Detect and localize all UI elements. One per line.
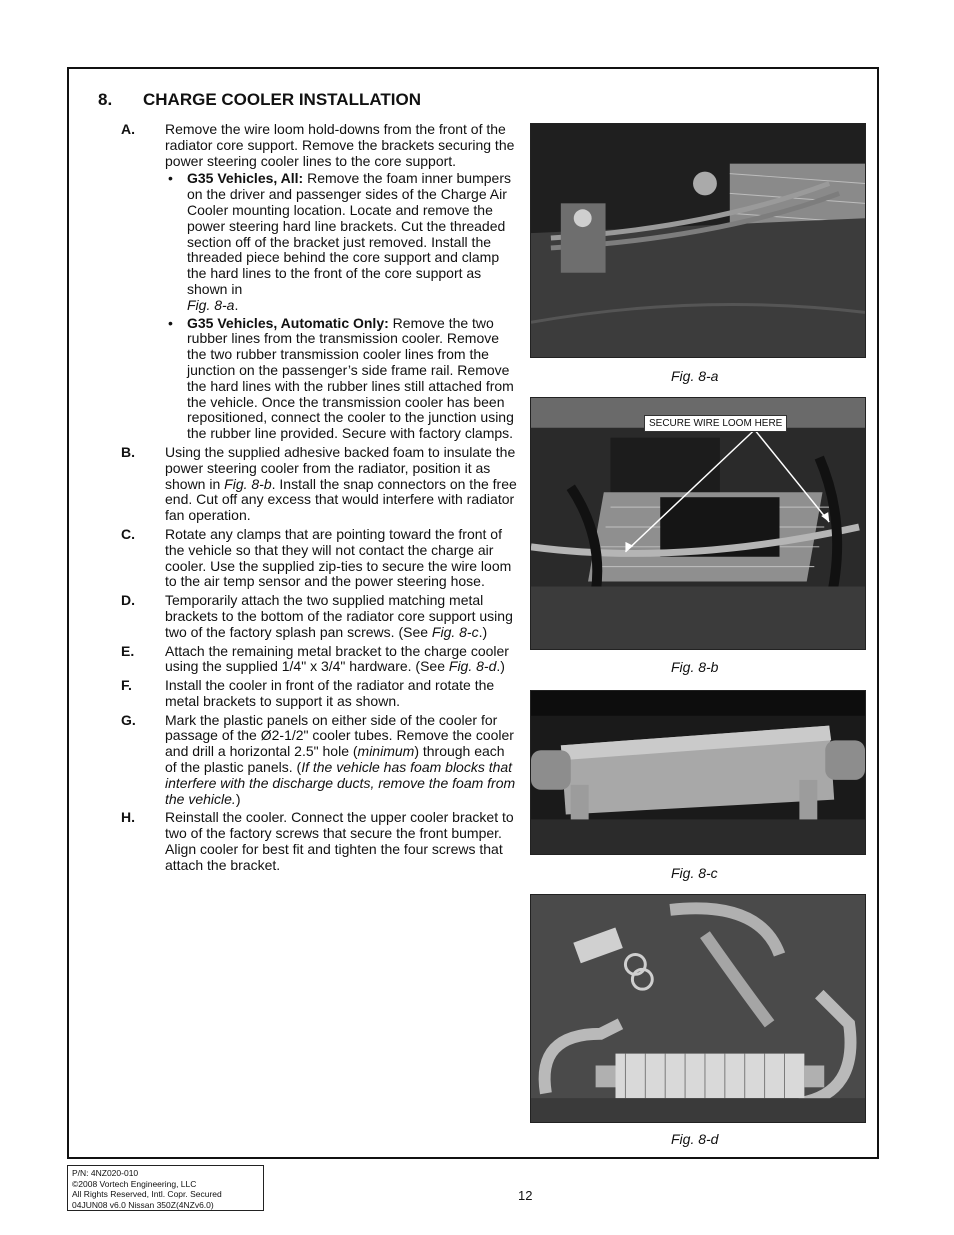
step-text: Temporarily attach the two supplied matching metal brackets to the bottom of the radiator core support using two of the factory splash pan screws. (See (165, 592, 513, 640)
step-text: Install the cooler in front of the radiator and rotate the metal brackets to support it as shown. (165, 677, 495, 709)
figure-8a-caption: Fig. 8-a (671, 368, 719, 384)
step-b (118, 445, 518, 524)
page-number: 12 (518, 1188, 533, 1203)
figure-8b-photo (530, 397, 866, 650)
step-letter: E. (121, 642, 135, 659)
step-c (118, 527, 518, 590)
footer-version: 04JUN08 v6.0 Nissan 350Z(4NZv6.0) (72, 1199, 214, 1210)
footer-copyright: ©2008 Vortech Engineering, LLC (72, 1178, 197, 1189)
step-text-end: . Install the snap connectors on the free end. Cut off any excess that would interfere with radiator fan operation. (165, 475, 517, 524)
emphasis-foam-note: If the vehicle has foam blocks that interfere with the discharge ducts, remove the foam from the vehicle. (165, 759, 516, 807)
step-text-end: .) (496, 658, 505, 675)
step-text: Remove the wire loom hold-downs from the front of the radiator core support. Remove the brackets securing the power steering cooler lines to the core support. (165, 121, 515, 169)
copyright-footer (67, 1165, 264, 1211)
step-e (118, 644, 518, 676)
step-letter: H. (121, 809, 135, 826)
bullet-text-end: . (234, 296, 239, 313)
bullet-g35-automatic (165, 316, 518, 442)
step-letter: A. (121, 121, 135, 137)
bullet-symbol: • (168, 170, 173, 187)
bullet-text: Remove the two rubber lines from the transmission cooler. Remove the two rubber transmission cooler lines from the junction on the passenger’s side frame rail. Remove the hard lines with the rubber lines still attached from the vehicle. Once the transmission cooler has been repositioned, connect the cooler to the junction using the rubber line provided. Secure with factory clamps. (187, 314, 514, 442)
step-text: Attach the remaining metal bracket to the charge cooler using the supplied 1/4" x 3/4" hardware. (See (165, 642, 509, 675)
step-g (118, 713, 518, 808)
step-letter: F. (121, 677, 132, 694)
bullet-g35-all (165, 171, 518, 313)
figure-reference: Fig. 8-a (187, 296, 235, 313)
figure-reference: Fig. 8-c (431, 623, 479, 640)
step-text-end: ) (235, 790, 241, 807)
step-text: Rotate any clamps that are pointing toward the front of the vehicle so that they will not contact the charge air cooler. Use the supplied zip-ties to secure the wire loom to the air temp sensor and the power steering hose. (165, 525, 512, 590)
step-h (118, 810, 518, 873)
step-f (118, 678, 518, 710)
bullet-heading: G35 Vehicles, All: (187, 170, 304, 187)
step-letter: G. (121, 711, 136, 728)
figure-8c-photo (530, 690, 866, 855)
section-heading (98, 90, 421, 110)
figure-8d-caption: Fig. 8-d (671, 1131, 719, 1147)
footer-part-number: P/N: 4NZ020-010 (72, 1168, 139, 1178)
emphasis-minimum: minimum (357, 743, 415, 760)
section-number: 8. (98, 90, 113, 109)
figure-8c-caption: Fig. 8-c (671, 865, 718, 881)
step-text: Reinstall the cooler. Connect the upper cooler bracket to two of the factory screws that secure the front bumper. Align cooler for best fit and tighten the four screws that attach the bracket. (165, 809, 514, 873)
section-title: CHARGE COOLER INSTALLATION (143, 90, 421, 109)
instruction-list (118, 122, 518, 877)
wire-loom-callout-label: SECURE WIRE LOOM HERE (644, 415, 787, 432)
bullet-symbol: • (168, 314, 173, 331)
figure-reference: Fig. 8-b (224, 475, 272, 492)
step-a (118, 122, 518, 442)
step-text-end: .) (478, 623, 488, 640)
figure-8b-caption: Fig. 8-b (671, 659, 719, 675)
step-letter: C. (121, 525, 135, 542)
step-text: Using the supplied adhesive backed foam to insulate the power steering cooler from the radiator, position it as shown in (165, 443, 516, 492)
figure-8d-photo (530, 894, 866, 1123)
figure-8a-photo (530, 123, 866, 358)
step-text-mid: ) through each of the plastic panels. ( (165, 743, 505, 776)
step-d (118, 593, 518, 640)
bullet-heading: G35 Vehicles, Automatic Only: (187, 314, 389, 331)
figure-reference: Fig. 8-d (448, 658, 497, 675)
step-letter: D. (121, 592, 135, 609)
footer-rights: All Rights Reserved, Intl. Copr. Secured (72, 1189, 222, 1199)
step-letter: B. (121, 443, 135, 460)
bullet-text: Remove the foam inner bumpers on the driver and passenger sides of the Charge Air Cooler mounting location. Locate and remove the power steering hard line brackets. Cut the threaded section off of the bracket just removed. Install the threaded piece behind the core support and clamp the hard lines to the front of the core support as shown in (187, 170, 511, 297)
step-text: Mark the plastic panels on either side of the cooler for passage of the Ø2-1/2" cooler tubes. Remove the cooler and drill a horizontal 2.5" hole ( (165, 711, 514, 760)
